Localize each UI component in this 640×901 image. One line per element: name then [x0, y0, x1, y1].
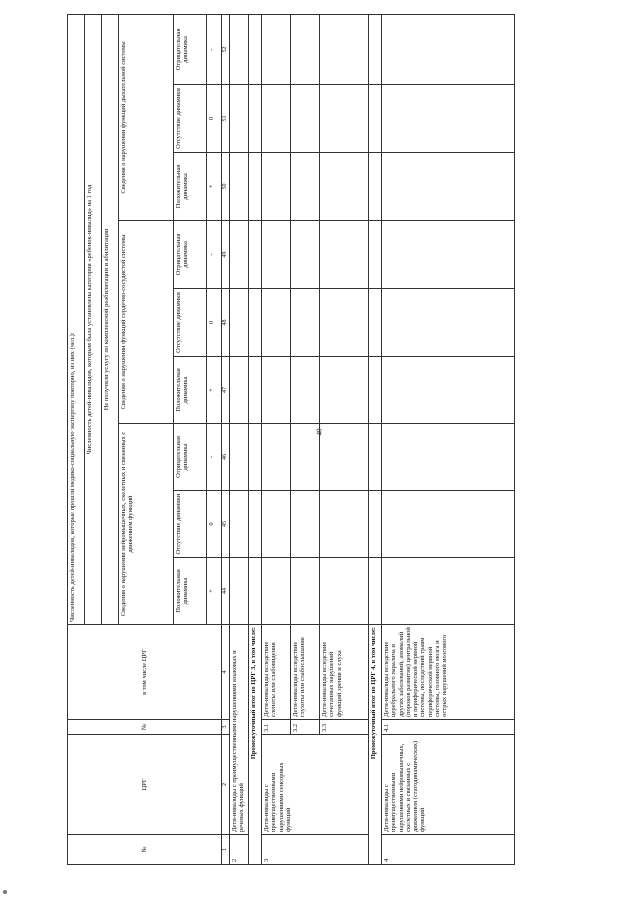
col-num-51: 51 — [222, 85, 230, 153]
column-number-row — [222, 14, 230, 864]
col-num-2: 2 — [222, 735, 230, 835]
page-number: 40 — [315, 428, 324, 436]
row-4-1-no: 4.1 — [382, 720, 515, 735]
dyn-none-3: Отсутствие динамики — [174, 85, 207, 153]
dyn-negative-1: Отрицательная динамика — [174, 424, 207, 491]
dyn-positive-2: Положительная динамика — [174, 357, 207, 424]
subtotal-row — [249, 14, 262, 864]
table-row — [230, 14, 249, 864]
header-total-repeat: Численность детей-инвалидов, которые прошли медико-социальную экспертизу повторно, из них (чел.): — [68, 14, 85, 624]
row-3-1-text: Дети-инвалиды вследствие слепоты или слабовидения — [262, 625, 291, 720]
sign-positive-2: + — [207, 357, 222, 424]
col-num-46: 46 — [222, 424, 230, 491]
row-3-crg: Дети-инвалиды с преимущественными нарушениями сенсорных функций — [262, 735, 369, 835]
header-group-cardiovascular: Сведения о нарушении функций сердечно-сосудистой системы — [119, 221, 174, 424]
dyn-none-2: Отсутствие динамики — [174, 289, 207, 357]
statistics-table — [67, 14, 515, 865]
sign-positive-3: + — [207, 153, 222, 221]
row-2-no: 2 — [230, 835, 249, 865]
table-row — [262, 14, 291, 864]
header-no-rehab: Не получили услугу по комплексной реабилитации и абилитации — [102, 14, 119, 624]
header-crg: ЦРГ — [68, 735, 222, 835]
row-3-2-text: Дети-инвалиды вследствие глухоты или слабослышания — [291, 625, 320, 720]
sign-negative-3: - — [207, 14, 222, 84]
dyn-none-1: Отсутствие динамики — [174, 491, 207, 558]
col-num-45: 45 — [222, 491, 230, 558]
header-sub-no: № — [68, 720, 222, 735]
col-num-44: 44 — [222, 558, 230, 625]
row-4-no: 4 — [382, 835, 515, 865]
table-row — [382, 14, 515, 864]
row-3-1-no: 3.1 — [262, 720, 291, 735]
dyn-negative-3: Отрицательная динамика — [174, 14, 207, 84]
sign-zero-1: 0 — [207, 491, 222, 558]
col-num-47: 47 — [222, 357, 230, 424]
col-num-4: 4 — [222, 625, 230, 720]
header-group-musculoskeletal: Сведения о нарушении нейромышечных, скелетных и связанных с движением функций — [119, 424, 174, 625]
scan-dot — [3, 890, 7, 894]
rotated-table-sheet — [67, 15, 447, 865]
dyn-positive-3: Положительная динамика — [174, 153, 207, 221]
dyn-negative-2: Отрицательная динамика — [174, 221, 207, 289]
row-3-3-text: Дети-инвалиды вследствие сочетанных нарушений функций зрения и слуха — [320, 625, 369, 720]
header-sub-crg: в том числе ЦРГ — [68, 625, 222, 720]
row-4-crg: Дети-инвалиды с преимущественными нарушениями нейромышечных, скелетных и связанных с движением (статодинамических) функций — [382, 735, 515, 835]
row-3-no: 3 — [262, 835, 369, 865]
row-3-3-no: 3.3 — [320, 720, 369, 735]
header-row-1 — [68, 14, 85, 864]
dyn-positive-1: Положительная динамика — [174, 558, 207, 625]
row-3-2-no: 3.2 — [291, 720, 320, 735]
subtotal-row — [369, 14, 382, 864]
row-4-1-text: Дети-инвалиды вследствие церебрального паралича и других заболеваний, аномалий (пороков развития) центральной и периферической нервной системы, последствий травм периферической нервной системы, головного мозга и острых нарушений мозгового — [382, 625, 515, 720]
col-num-48: 48 — [222, 289, 230, 357]
col-num-3: 3 — [222, 720, 230, 735]
header-group-respiratory: Сведения о нарушении функций дыхательной системы — [119, 14, 174, 220]
col-num-1: 1 — [222, 835, 230, 865]
sign-negative-2: - — [207, 221, 222, 289]
header-established-1yr: Численность детей-инвалидов, которым была установлена категория «ребенок-инвалид» на 1 год — [85, 14, 102, 624]
sign-positive-1: + — [207, 558, 222, 625]
header-no: № — [68, 835, 222, 865]
col-num-52: 52 — [222, 14, 230, 84]
subtotal-crg-4: Промежуточный итог по ЦРГ 4, в том числе: — [369, 625, 382, 865]
sign-zero-3: 0 — [207, 85, 222, 153]
col-num-49: 49 — [222, 221, 230, 289]
subtotal-crg-3: Промежуточный итог по ЦРГ 3, в том числе: — [249, 625, 262, 865]
sign-negative-1: - — [207, 424, 222, 491]
sign-zero-2: 0 — [207, 289, 222, 357]
row-2-crg: Дети-инвалиды с преимущественными нарушениями языковых и речевых функций — [230, 625, 249, 835]
col-num-50: 50 — [222, 153, 230, 221]
